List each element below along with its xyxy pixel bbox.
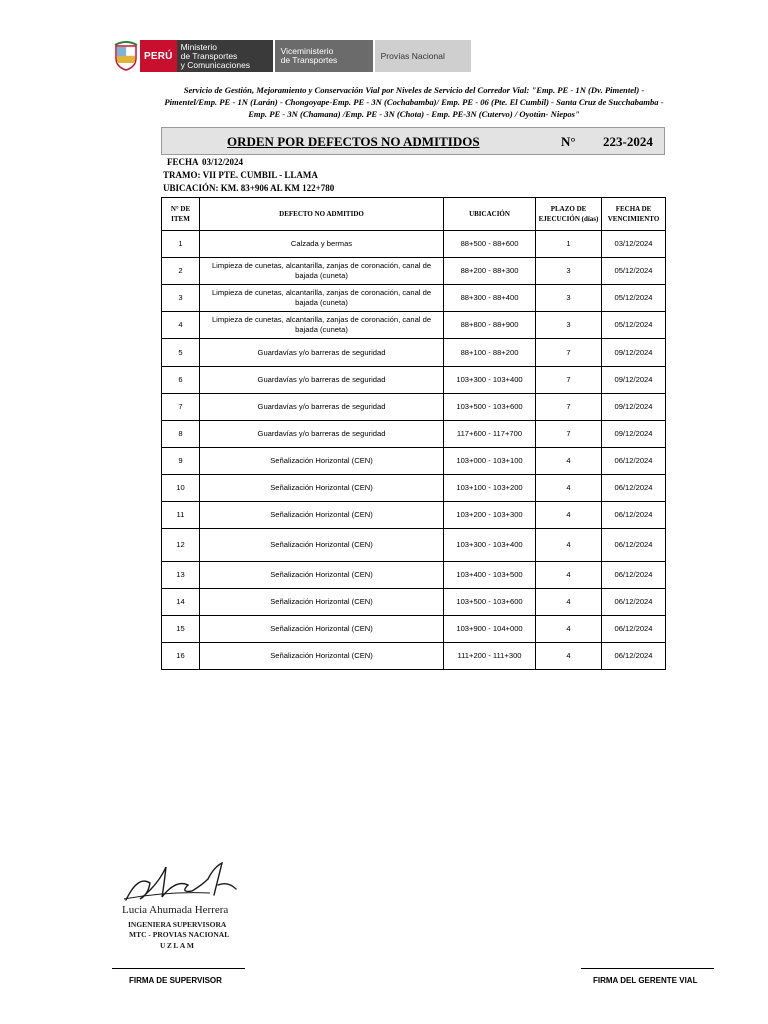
stamp-role: INGENIERA SUPERVISORA <box>128 920 227 929</box>
col-header-fecha: FECHA DE VENCIMIENTO <box>602 198 666 231</box>
cell-defecto: Guardavías y/o barreras de seguridad <box>200 367 444 394</box>
cell-fecha: 05/12/2024 <box>602 285 666 312</box>
cell-fecha: 06/12/2024 <box>602 562 666 589</box>
cell-fecha: 09/12/2024 <box>602 367 666 394</box>
cell-fecha: 06/12/2024 <box>602 448 666 475</box>
ministry-label: Ministerio de Transportes y Comunicaciones <box>177 40 273 72</box>
cell-ubicacion: 103+000 - 103+100 <box>444 448 536 475</box>
cell-plazo: 4 <box>536 562 602 589</box>
cell-defecto: Limpieza de cunetas, alcantarilla, zanjas de coronación, canal de bajada (cuneta) <box>200 285 444 312</box>
cell-item: 6 <box>162 367 200 394</box>
cell-ubicacion: 88+300 - 88+400 <box>444 285 536 312</box>
cell-item: 16 <box>162 643 200 670</box>
cell-fecha: 09/12/2024 <box>602 339 666 367</box>
cell-defecto: Señalización Horizontal (CEN) <box>200 616 444 643</box>
stamp-code: UZLAM <box>160 941 196 950</box>
document-title: ORDEN POR DEFECTOS NO ADMITIDOS <box>227 134 480 149</box>
col-header-ubicacion: UBICACIÓN <box>444 198 536 231</box>
cell-fecha: 06/12/2024 <box>602 616 666 643</box>
fecha-label: FECHA <box>167 157 199 167</box>
table-row <box>162 448 666 475</box>
cell-fecha: 06/12/2024 <box>602 502 666 529</box>
cell-defecto: Guardavías y/o barreras de seguridad <box>200 394 444 421</box>
cell-ubicacion: 103+300 - 103+400 <box>444 367 536 394</box>
col-header-item: N° DE ITEM <box>162 198 200 231</box>
cell-item: 1 <box>162 231 200 258</box>
cell-fecha: 09/12/2024 <box>602 421 666 448</box>
table-row <box>162 285 666 312</box>
defects-table <box>161 197 666 670</box>
cell-defecto: Señalización Horizontal (CEN) <box>200 562 444 589</box>
viceministry-label: Viceministerio de Transportes <box>275 40 373 72</box>
cell-item: 3 <box>162 285 200 312</box>
cell-plazo: 3 <box>536 258 602 285</box>
cell-item: 14 <box>162 589 200 616</box>
cell-defecto: Guardavías y/o barreras de seguridad <box>200 421 444 448</box>
cell-ubicacion: 88+100 - 88+200 <box>444 339 536 367</box>
cell-ubicacion: 111+200 - 111+300 <box>444 643 536 670</box>
table-row <box>162 421 666 448</box>
cell-ubicacion: 88+800 - 88+900 <box>444 312 536 339</box>
cell-fecha: 05/12/2024 <box>602 258 666 285</box>
cell-item: 9 <box>162 448 200 475</box>
cell-defecto: Señalización Horizontal (CEN) <box>200 643 444 670</box>
stamp-org: MTC - PROVIAS NACIONAL <box>129 930 230 939</box>
cell-item: 5 <box>162 339 200 367</box>
document-title-bar <box>161 127 665 155</box>
cell-defecto: Señalización Horizontal (CEN) <box>200 502 444 529</box>
cell-plazo: 4 <box>536 502 602 529</box>
cell-plazo: 3 <box>536 312 602 339</box>
fecha-value: 03/12/2024 <box>202 157 244 167</box>
stamp-name: Lucia Ahumada Herrera <box>122 904 229 916</box>
cell-defecto: Limpieza de cunetas, alcantarilla, zanjas de coronación, canal de bajada (cuneta) <box>200 258 444 285</box>
cell-ubicacion: 103+500 - 103+600 <box>444 394 536 421</box>
cell-plazo: 4 <box>536 589 602 616</box>
cell-fecha: 03/12/2024 <box>602 231 666 258</box>
cell-ubicacion: 103+300 - 103+400 <box>444 529 536 562</box>
cell-defecto: Señalización Horizontal (CEN) <box>200 448 444 475</box>
cell-plazo: 4 <box>536 475 602 502</box>
col-header-defecto: DEFECTO NO ADMITIDO <box>200 198 444 231</box>
cell-ubicacion: 103+200 - 103+300 <box>444 502 536 529</box>
cell-item: 12 <box>162 529 200 562</box>
cell-plazo: 4 <box>536 529 602 562</box>
table-row <box>162 394 666 421</box>
cell-item: 4 <box>162 312 200 339</box>
tramo: TRAMO: VII PTE. CUMBIL - LLAMA <box>163 170 318 180</box>
service-description: Servicio de Gestión, Mejoramiento y Conservación Vial por Niveles de Servicio del Corredor Vial: "Emp. PE - 1N (Dv. Pimentel) - Pimentel/Emp. PE - 1N (Larán) - Chongoyape-Emp. PE - 3N (Cochabamba)/ Emp. PE - 06 (Pte. El Cumbil) - Santa Cruz de Succhabamba - Emp. PE - 3N (Chamana) /Emp. PE - 3N (Chota) - Emp. PE-3N (Cutervo) / Oyotún- Niepos" <box>164 85 664 119</box>
cell-plazo: 3 <box>536 285 602 312</box>
cell-ubicacion: 103+900 - 104+000 <box>444 616 536 643</box>
provias-label: Provías Nacional <box>375 40 471 72</box>
number-label: N° <box>561 134 576 149</box>
cell-ubicacion: 88+500 - 88+600 <box>444 231 536 258</box>
table-row <box>162 643 666 670</box>
cell-ubicacion: 103+400 - 103+500 <box>444 562 536 589</box>
table-row <box>162 529 666 562</box>
cell-fecha: 06/12/2024 <box>602 589 666 616</box>
supervisor-signature-line <box>112 968 245 969</box>
cell-item: 2 <box>162 258 200 285</box>
cell-fecha: 06/12/2024 <box>602 529 666 562</box>
ubicacion-general: UBICACIÓN: KM. 83+906 AL KM 122+780 <box>163 183 335 193</box>
cell-fecha: 09/12/2024 <box>602 394 666 421</box>
cell-fecha: 06/12/2024 <box>602 643 666 670</box>
table-row <box>162 339 666 367</box>
cell-fecha: 05/12/2024 <box>602 312 666 339</box>
cell-plazo: 7 <box>536 394 602 421</box>
table-row <box>162 312 666 339</box>
table-row <box>162 231 666 258</box>
cell-item: 8 <box>162 421 200 448</box>
table-row <box>162 475 666 502</box>
cell-item: 7 <box>162 394 200 421</box>
cell-item: 10 <box>162 475 200 502</box>
gerente-signature-caption: FIRMA DEL GERENTE VIAL <box>593 976 698 985</box>
cell-item: 13 <box>162 562 200 589</box>
table-header-row <box>162 198 666 231</box>
cell-defecto: Señalización Horizontal (CEN) <box>200 529 444 562</box>
col-header-plazo: PLAZO DE EJECUCIÓN (días) <box>536 198 602 231</box>
table-row <box>162 589 666 616</box>
table-row <box>162 502 666 529</box>
cell-ubicacion: 88+200 - 88+300 <box>444 258 536 285</box>
table-row <box>162 562 666 589</box>
cell-plazo: 7 <box>536 367 602 394</box>
cell-defecto: Señalización Horizontal (CEN) <box>200 475 444 502</box>
cell-defecto: Señalización Horizontal (CEN) <box>200 589 444 616</box>
cell-plazo: 1 <box>536 231 602 258</box>
document-number: 223-2024 <box>603 134 653 149</box>
cell-defecto: Guardavías y/o barreras de seguridad <box>200 339 444 367</box>
peru-coat-of-arms-icon <box>112 40 140 72</box>
cell-plazo: 4 <box>536 643 602 670</box>
peru-label: PERÚ <box>140 40 177 72</box>
cell-item: 15 <box>162 616 200 643</box>
table-row <box>162 367 666 394</box>
supervisor-signature-caption: FIRMA DE SUPERVISOR <box>129 976 222 985</box>
cell-plazo: 4 <box>536 616 602 643</box>
cell-plazo: 7 <box>536 421 602 448</box>
cell-plazo: 7 <box>536 339 602 367</box>
table-row <box>162 616 666 643</box>
cell-plazo: 4 <box>536 448 602 475</box>
cell-fecha: 06/12/2024 <box>602 475 666 502</box>
table-row <box>162 258 666 285</box>
cell-ubicacion: 117+600 - 117+700 <box>444 421 536 448</box>
cell-ubicacion: 103+100 - 103+200 <box>444 475 536 502</box>
cell-defecto: Calzada y bermas <box>200 231 444 258</box>
cell-defecto: Limpieza de cunetas, alcantarilla, zanjas de coronación, canal de bajada (cuneta) <box>200 312 444 339</box>
cell-ubicacion: 103+500 - 103+600 <box>444 589 536 616</box>
mtc-logo-band <box>112 40 471 72</box>
gerente-signature-line <box>581 968 714 969</box>
cell-item: 11 <box>162 502 200 529</box>
